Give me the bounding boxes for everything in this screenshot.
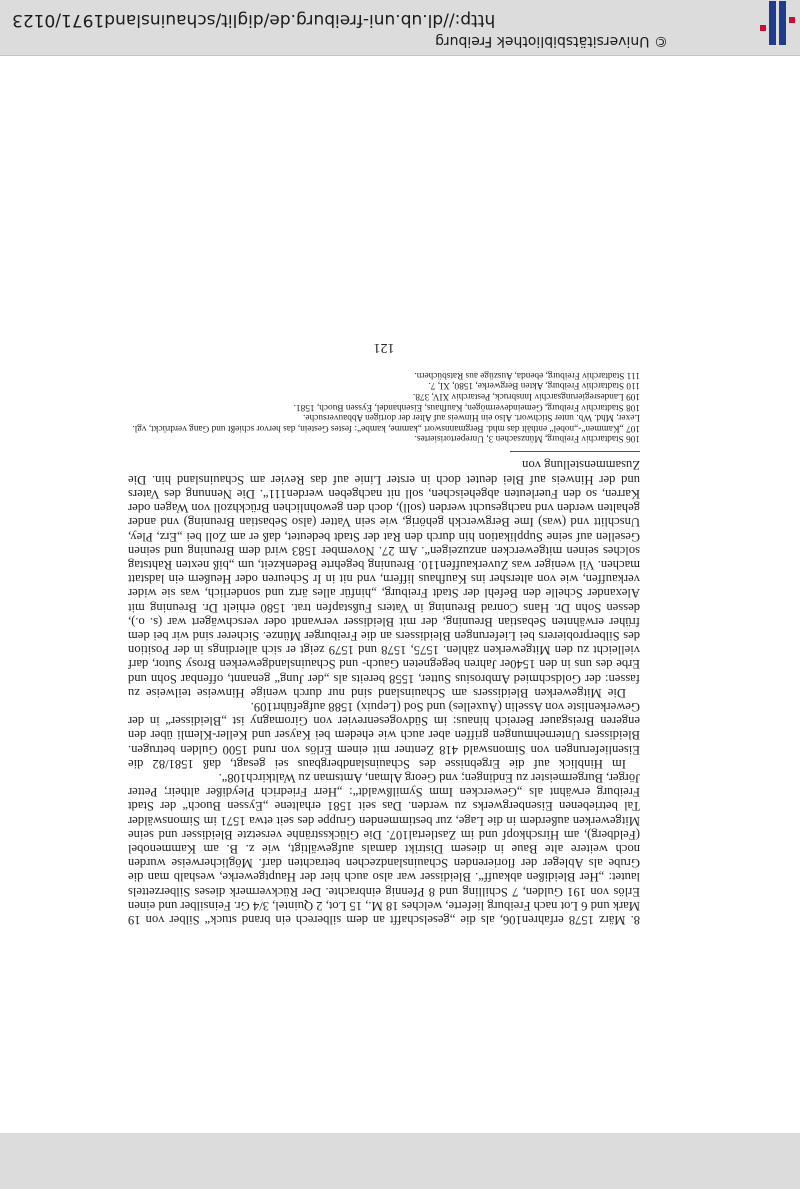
- footnote: 110 Stadtarchiv Freiburg, Akten Bergwerke, 1580, XI, 7.: [428, 380, 640, 391]
- body-paragraph: Im Hinblick auf die Ergebnisse des Schauinslandbergbaus sei gesagt, daß 1581/82 die Eisenlieferungen von Simonswald 418 Zentner mit einem Erlös von rund 1500 Gulden betrugen. Bleidissers Unternehmungen griffen aber auch wie ehedem bei Kayser und Keller-Klemli über den engeren Breisgauer Bereich hinaus: im Südvogesenrevier von Giromagny ist „Bleidisser“ in der Gewerkenliste von Asselin (Auxelles) und Sod (Lepuix) 1588 aufgeführt109.: [128, 699, 640, 771]
- footnote: 107 „Kammen“-„nobel“ enthält das mhd. Bergmannswort „kamme, kambe“: festes Gestein, das hervor schießt und Gang verdrückt, vgl. Lexer, Mhd. Wb. unter Stichwort. Also ein Hinweis auf Alter der dortigen Abbauversuche.: [132, 412, 640, 433]
- footnote: 109 Landesregierungsarchiv Innsbruck, Pestarchiv XIV, 378.: [412, 390, 640, 401]
- body-paragraph: Die Mitgewerken Bleidissers am Schauinsland sind nur durch wenige Hinweise teilweise zu fassen: der Goldschmied Ambrosius Sutter, 1558 bereits als „der Jung“ genannt, offenbar Sohn und Erbe des uns in den 1540er Jahren begegneten Gauch- und Schauinslandgewerken Brosy Sutor, darf vielleicht zu den Mitgewerken zählen. 1575, 1578 und 1579 zeigt er sich allerdings in der Position des Silberprobierers bei Lieferungen Bleidissers an die Freiburger Münze. Sicherer sind wir bei dem früher erwähnten Sebastian Breuning, der mit Bleidisser verwandt oder verschwägert war (s. o.), dessen Sohn Dr. Hans Conrad Breuning in Vaters Fußstapfen trat. 1580 erhielt Dr. Breuning mit Alexander Schelle den Befehl der Stadt Freiburg, „hinfür alles ärtz und sonderlich, was sie wider verkauffen, wie von altersher ins Kaufhaus liffern, vnd nit in Ir Scheuren oder Heußern ein ladstatt machen. Vil weniger was Zuverkauffen110. Breuning begehrte Bedenkzeit, um „biß nexten Rahtstag solches seinen mitgewercken anzuzeigen“. Am 27. November 1583 wird dem Breuning und seinen Gesellen auf seine Supplikation hin durch den Rat der Stadt bedeutet, daß er am Zoll bei „Erz, Pley, Unschlitt vnd (was) Ime Bergwerckh gehörig, wie sein Vatter (also Sebastian Breuning) vnd ander gehalten werden vnd nachgesucht werden (soll), doch den gewohnlichen Brückhzoll von Wagen oder Karren, so den Fuerleuten abgeheischen, soll nit nachgeben werden111“. Die Nennung des Vaters und der Hinweis auf Blei deutet doch in erster Linie auf das Revier am Schauinsland hin. Die Zusammenstellung von: [128, 458, 640, 700]
- footnote: 108 Stadtarchiv Freiburg, Gemeindevermögen, Kaufhaus, Eisenhandel, Eyssen Buoch, 1581.: [293, 401, 640, 412]
- footer-url-link[interactable]: http://dl.ub.uni-freiburg.de/diglit/schauinsland1971/0123: [12, 10, 496, 30]
- footer-overlay: [0, 0, 800, 55]
- bottom-bar: [0, 1181, 800, 1189]
- body-paragraph: 8. März 1578 erfahren106, als die „geselschafft an dem silberech ein brand stuck“ Silber von 19 Mark und 6 Lot nach Freiburg lieferte, welches 18 M., 15 Lot, 2 Quintel, 3/4 Gr. Feinsilber und einen Erlös von 191 Gulden, 7 Schilling und 8 Pfennig einbrachte. Der Rückvermerk dieses Silberzettels lautet: „Her Bleidißen abkauff“. Bleidisser war also auch hier der Hauptgewerke, weshalb man die Grube als Ableger der florierenden Schauinslandzechen betrachten darf. Möglicherweise wurden noch weitere alte Baue in diesem Distrikt damals aufgewältigt, wie z. B. am Kammenobel (Feldberg), am Hirschkopf und im Zastlertal107. Die Glücksstränhe versetzte Bleidisser und seine Mitgewerken außerdem in die Lage, zur bestimmenden Gruppe des seit etwa 1571 im Simonswälder Tal betriebenen Eisenbergwerks zu werden. Das seit 1581 erhaltene „Eyssen Buoch“ der Stadt Freiburg erwähnt als „Gewercken Imm Symilßwaldt“: „Herr Friedrich Pleydißer altheir; Petter Jörger, Burgermeister zu Endingen; vnd Georg Alman, Amtsman zu Waltkirch108“.: [128, 770, 640, 927]
- footer-copyright: © Universitätsbibliothek Freiburg: [435, 33, 668, 49]
- footer-content: [0, 0, 800, 55]
- footnote: 106 Stadtarchiv Freiburg, Münzsachen 3, Unrepertorisiertes.: [414, 433, 640, 444]
- footnote-divider: [510, 451, 640, 452]
- footnote: 111 Stadtarchiv Freiburg, ebenda, Auszüge aus Ratsbüchern.: [414, 369, 640, 380]
- page-text: [128, 325, 640, 927]
- page-number: 121: [373, 340, 395, 356]
- ub-freiburg-logo-icon: [748, 1, 800, 45]
